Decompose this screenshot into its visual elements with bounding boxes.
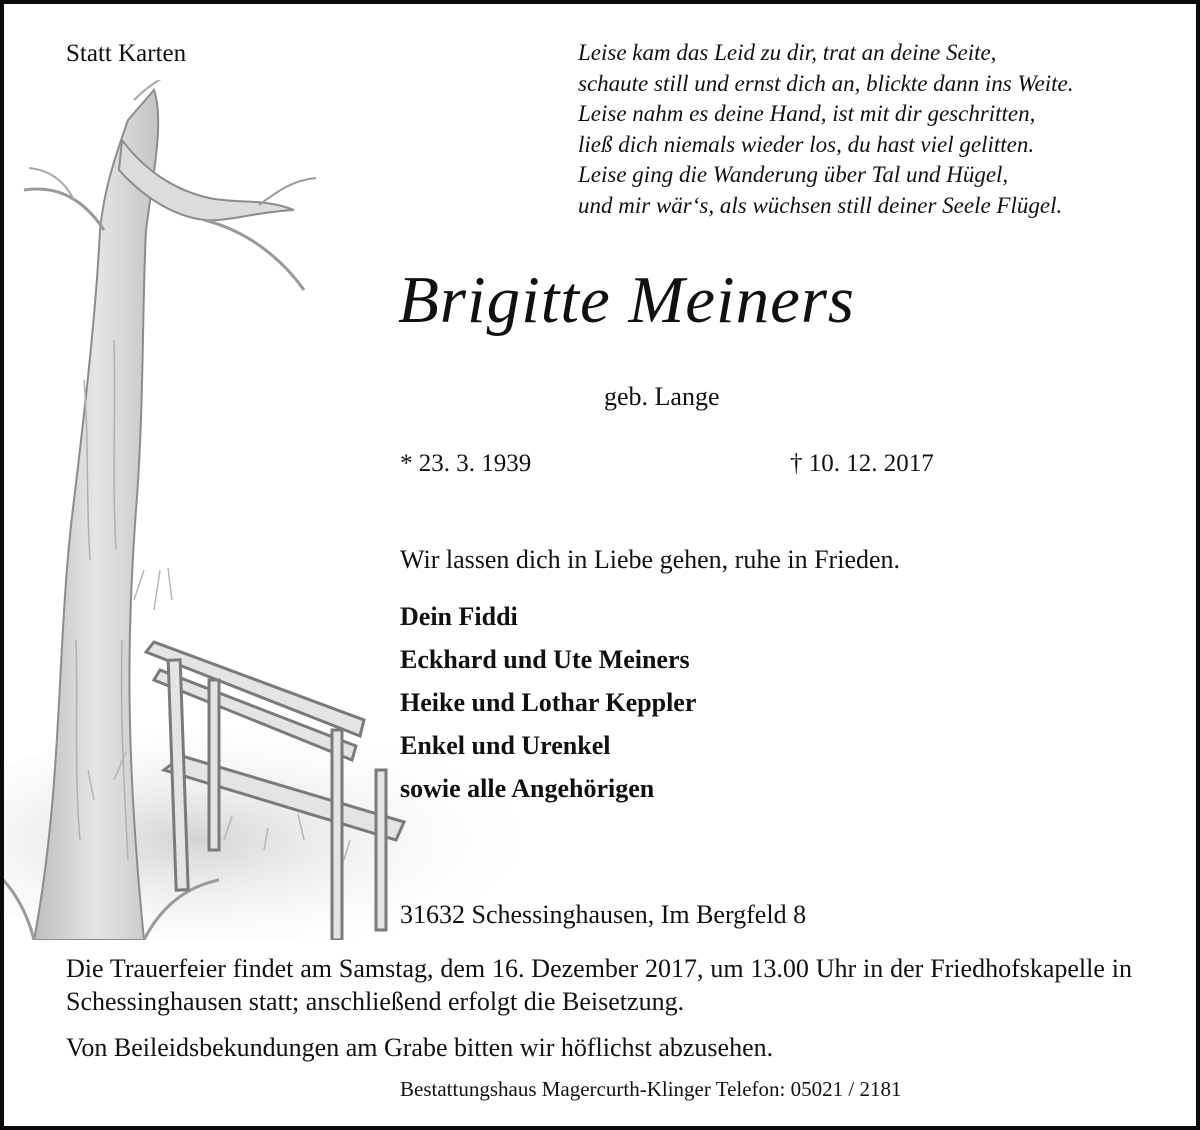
deceased-name: Brigitte Meiners <box>398 263 855 337</box>
tree-bench-illustration <box>4 80 524 940</box>
poem-line: Leise nahm es deine Hand, ist mit dir geschritten, <box>578 101 1036 126</box>
mourner-entry: sowie alle Angehörigen <box>400 774 655 803</box>
poem-line: und mir wär‘s, als wüchsen still deiner Seele Flügel. <box>578 192 1063 218</box>
maiden-name: geb. Lange <box>604 382 720 411</box>
mourners-list <box>400 595 696 810</box>
birth-date: * 23. 3. 1939 <box>400 450 532 477</box>
poem-line: ließ dich niemals wieder los, du hast viel gelitten. <box>578 131 1035 157</box>
undertaker-contact: Bestattungshaus Magercurth-Klinger Telefon: 05021 / 2181 <box>400 1077 902 1101</box>
mourner-entry: Dein Fiddi <box>400 602 518 631</box>
mourner-entry: Eckhard und Ute Meiners <box>400 645 690 674</box>
family-address: 31632 Schessinghausen, Im Bergfeld 8 <box>400 900 807 929</box>
poem-line: Leise kam das Leid zu dir, trat an deine Seite, <box>578 40 997 65</box>
mourner-entry: Heike und Lothar Keppler <box>400 688 697 717</box>
death-date: † 10. 12. 2017 <box>790 450 934 477</box>
funeral-service-text: Die Trauerfeier findet am Samstag, dem 16. Dezember 2017, um 13.00 Uhr in der Friedhofskapelle in Schessinghausen statt; anschließend erfolgt die Beisetzung. <box>66 954 1132 1016</box>
farewell-text: Wir lassen dich in Liebe gehen, ruhe in Frieden. <box>400 545 901 574</box>
mourner-entry: Enkel und Urenkel <box>400 731 611 760</box>
poem <box>578 38 1074 221</box>
poem-line: Leise ging die Wanderung über Tal und Hügel, <box>578 162 1009 187</box>
condolence-note: Von Beileidsbekundungen am Grabe bitten wir höflichst abzusehen. <box>66 1033 774 1062</box>
poem-line: schaute still und ernst dich an, blickte dann ins Weite. <box>578 70 1074 96</box>
header-statt-karten: Statt Karten <box>66 40 187 67</box>
